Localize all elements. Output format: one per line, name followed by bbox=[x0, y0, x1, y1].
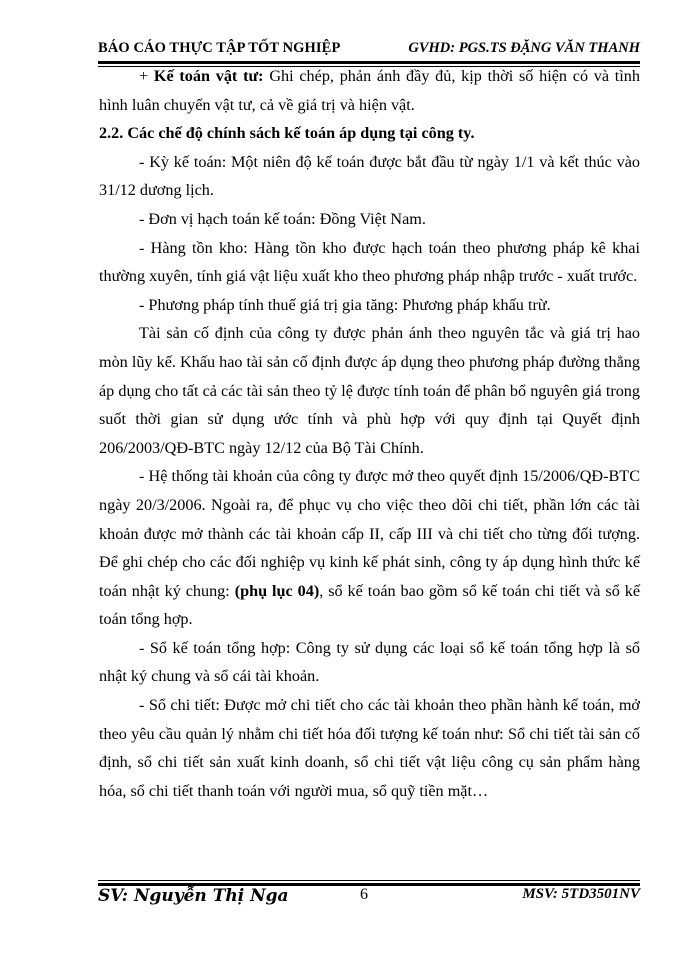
p1-prefix: + bbox=[139, 67, 154, 85]
p7-appendix-ref: (phụ lục 04) bbox=[234, 581, 320, 600]
paragraph-account-system bbox=[99, 462, 640, 634]
paragraph-detail-ledger: - Sổ chi tiết: Được mở chi tiết cho các tài khoản theo phần hành kế toán, mở theo yêu cầu quản lý nhằm chi tiết hóa đối tượng kế toán như: Sổ chi tiết tài sản cố định, sổ chi tiết sản xuất kinh doanh, sổ chi tiết vật liệu công cụ sản phẩm hàng hóa, sổ chi tiết thanh toán với người mua, sổ quỹ tiền mặt… bbox=[99, 696, 640, 800]
paragraph-currency-unit: - Đơn vị hạch toán kế toán: Đồng Việt Nam. bbox=[139, 209, 426, 228]
footer-rule-thin bbox=[98, 880, 640, 881]
p1-text: Ghi chép, phản ánh đầy đủ, kịp thời số hiện có và tình hình luân chuyển vật tư, cả về giá trị và hiện vật. bbox=[99, 67, 640, 114]
paragraph-accounting-period: - Kỳ kế toán: Một niên độ kế toán được bắt đầu từ ngày 1/1 và kết thúc vào 31/12 dương lịch. bbox=[99, 152, 640, 200]
footer-student-name: SV: Nguyễn Thị Nga bbox=[98, 886, 289, 906]
p7-text-before: - Hệ thống tài khoản của công ty được mở theo quyết định 15/2006/QĐ-BTC ngày 20/3/2006. Ngoài ra, để phục vụ cho việc theo dõi chi tiết, phần lớn các tài khoản được mở thành các tài khoản cấp II, cấp III và chi tiết cho từng đối tượng. Để ghi chép cho các đối nghiệp vụ kinh kế phát sinh, công ty áp dụng hình thức kế toán nhật ký chung: bbox=[99, 467, 640, 600]
header-supervisor: GVHD: PGS.TS ĐẶNG VĂN THANH bbox=[408, 40, 640, 56]
page-body bbox=[99, 62, 640, 805]
paragraph-inventory: - Hàng tồn kho: Hàng tồn kho được hạch toán theo phương pháp kê khai thường xuyên, tính giá vật liệu xuất kho theo phương pháp nhập trước - xuất trước. bbox=[99, 238, 640, 286]
footer-page-number: 6 bbox=[360, 886, 368, 903]
header-report-title: BÁO CÁO THỰC TẬP TỐT NGHIỆP bbox=[98, 40, 341, 56]
paragraph-fixed-assets: Tài sản cố định của công ty được phản ánh theo nguyên tắc và giá trị hao mòn lũy kế. Khấu hao tài sản cố định được áp dụng theo phương pháp đường thẳng áp dụng cho tất cả các tài sản theo tỷ lệ được tính toán để phân bổ nguyên giá trong suốt thời gian sử dụng ước tính và phù hợp với quy định tại Quyết định 206/2003/QĐ-BTC ngày 12/12 của Bộ Tài Chính. bbox=[99, 324, 640, 457]
p1-bold-term: Kế toán vật tư: bbox=[153, 67, 264, 85]
paragraph-general-ledger: - Sổ kế toán tổng hợp: Công ty sử dụng các loại sổ kế toán tổng hợp là sổ nhật ký chung và sổ cái tài khoản. bbox=[99, 638, 640, 686]
paragraph-vat-method: - Phương pháp tính thuế giá trị gia tăng: Phương pháp khấu trừ. bbox=[139, 295, 551, 314]
footer-student-id: MSV: 5TD3501NV bbox=[522, 886, 640, 902]
paragraph-material-accounting bbox=[99, 62, 640, 119]
section-heading: 2.2. Các chế độ chính sách kế toán áp dụng tại công ty. bbox=[99, 124, 475, 143]
p7-text-after: , sổ kế toán bao gồm sổ kế toán chi tiết và sổ kế toán tổng hợp. bbox=[99, 581, 640, 629]
page-footer bbox=[98, 880, 640, 910]
